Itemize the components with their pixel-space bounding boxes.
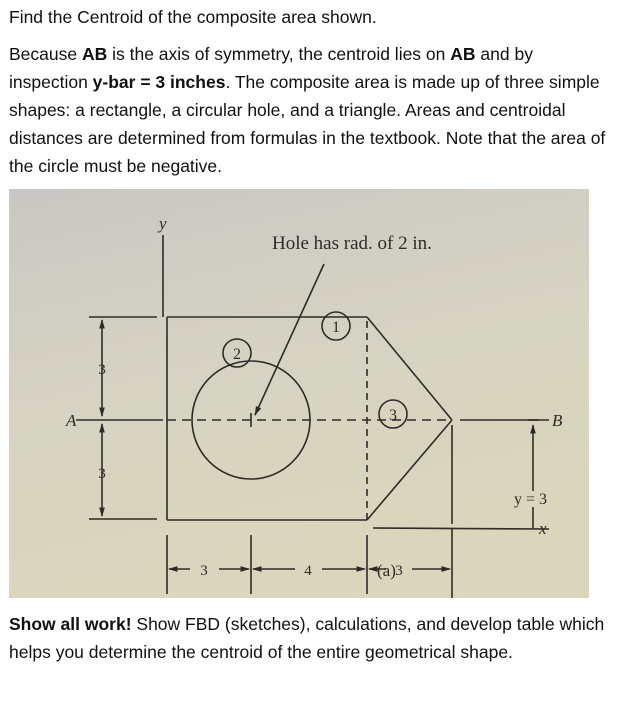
intro-text-2: is the axis of symmetry, the centroid lies on	[107, 44, 451, 64]
part-1-label: 1	[332, 319, 340, 336]
dim-bottom-1-label: 3	[200, 563, 208, 579]
intro-bold-ybar: y-bar = 3 inches	[92, 72, 226, 92]
y-axis-label: y	[159, 214, 167, 233]
dim-bottom-3-label: 3	[395, 563, 403, 579]
problem-title	[9, 3, 377, 31]
x-axis-label: x	[539, 519, 547, 538]
part-3-label: 3	[389, 407, 397, 424]
part-2-label: 2	[233, 346, 241, 363]
problem-title-text: Find the Centroid of the composite area shown.	[9, 7, 377, 27]
x-axis-line	[373, 528, 549, 529]
dim-left-top-label: 3	[98, 362, 106, 378]
intro-bold-ab-2: AB	[450, 44, 476, 64]
dim-bottom-2-label: 4	[304, 563, 312, 579]
composite-area-figure	[9, 189, 589, 598]
intro-text-4: . The composite area is made up of three simple shapes: a rectangle, a circular hole, and a triangle. Areas and centroidal distances are determined from formulas in the textbook. Note that the area of the circle must be negative.	[9, 72, 606, 176]
intro-paragraph	[9, 40, 614, 180]
intro-bold-ab-1: AB	[81, 44, 108, 64]
intro-text-3: and by inspection	[9, 44, 533, 92]
instructions-paragraph	[9, 610, 614, 666]
figure-caption-label: (a)	[377, 561, 396, 580]
instructions-text: Show FBD (sketches), calculations, and develop table which helps you determine the centroid of the entire geometrical shape.	[9, 614, 605, 662]
hole-annotation: Hole has rad. of 2 in.	[272, 233, 432, 254]
point-b-label: B	[552, 411, 563, 430]
instructions-bold: Show all work!	[9, 614, 132, 634]
dim-left-bottom-label: 3	[98, 466, 106, 482]
ybar-label: y = 3	[514, 491, 548, 508]
intro-text-1: Because	[9, 44, 82, 64]
point-a-label: A	[66, 411, 77, 430]
figure-svg	[9, 189, 589, 598]
